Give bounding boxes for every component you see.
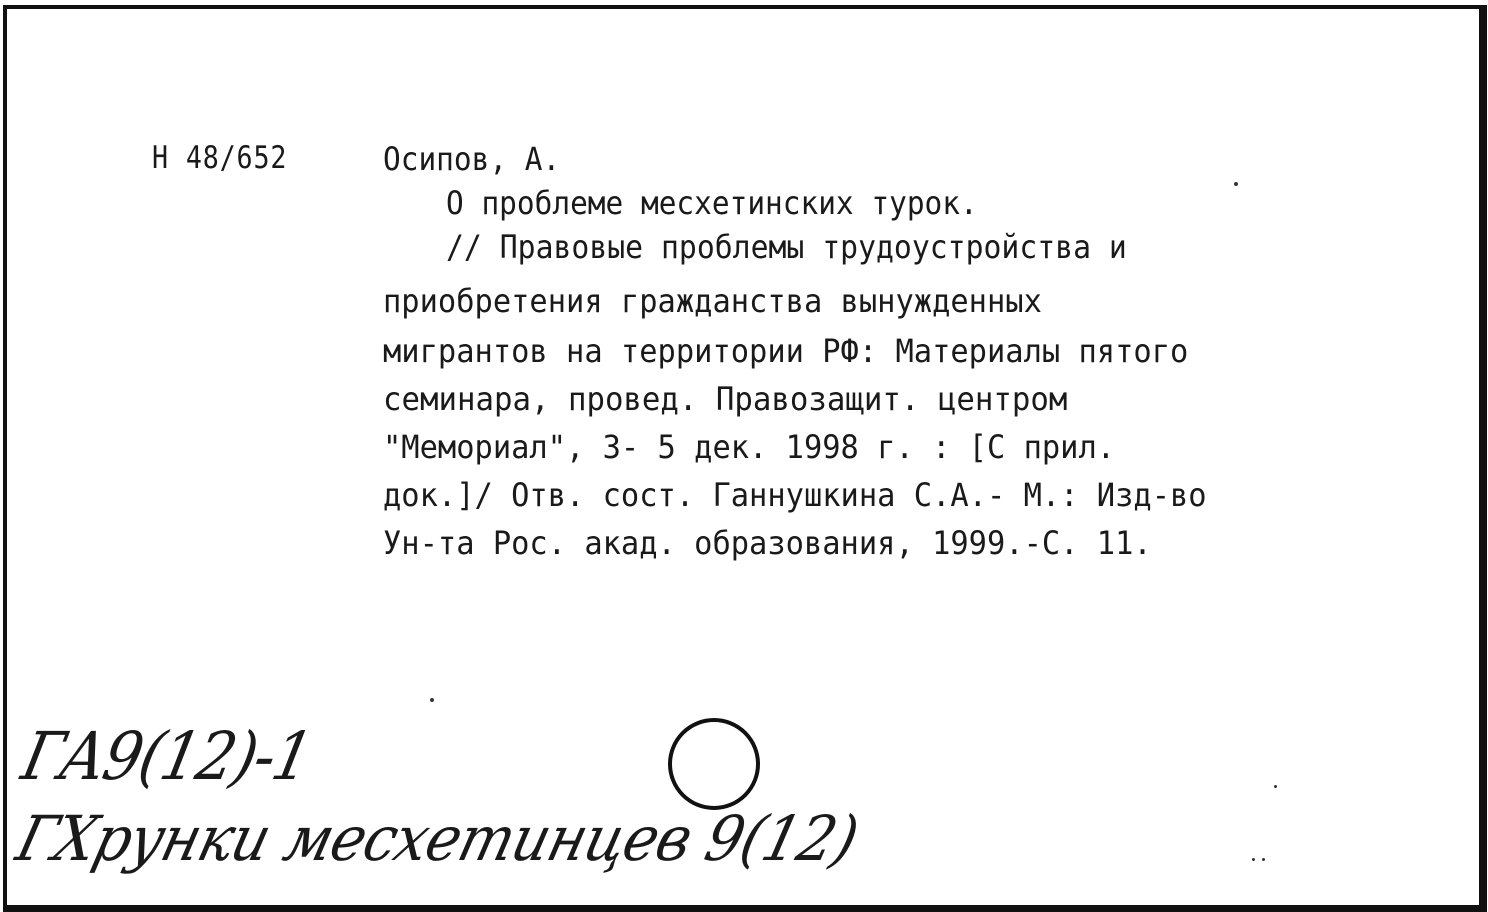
speck <box>1234 182 1238 186</box>
body-line: приобретения гражданства вынужденных <box>383 282 1042 320</box>
author: Осипов, А. <box>383 140 561 178</box>
body-line: Ун-та Рос. акад. образования, 1999.-С. 11. <box>383 524 1152 562</box>
body-line: док.]/ Отв. сост. Ганнушкина С.А.- М.: Изд-во <box>383 476 1207 514</box>
speck <box>1262 858 1265 861</box>
speck <box>1274 785 1277 788</box>
title: О проблеме месхетинских турок. <box>446 184 978 222</box>
body-line: "Мемориал", 3- 5 дек. 1998 г. : [С прил. <box>383 428 1116 466</box>
circle-mark <box>668 718 760 810</box>
body-line: // Правовые проблемы трудоустройства и <box>446 228 1127 266</box>
body-line: мигрантов на территории РФ: Материалы пятого <box>383 332 1189 370</box>
shelfmark: Н 48/652 <box>152 140 288 176</box>
body-line: семинара, провед. Правозащит. центром <box>383 380 1068 418</box>
speck <box>430 698 434 702</box>
speck <box>1252 858 1255 861</box>
handwritten-subject: ГХрунки месхетинцев 9(12) <box>9 802 866 875</box>
handwritten-classification: ГА9(12)-1 <box>15 718 318 795</box>
